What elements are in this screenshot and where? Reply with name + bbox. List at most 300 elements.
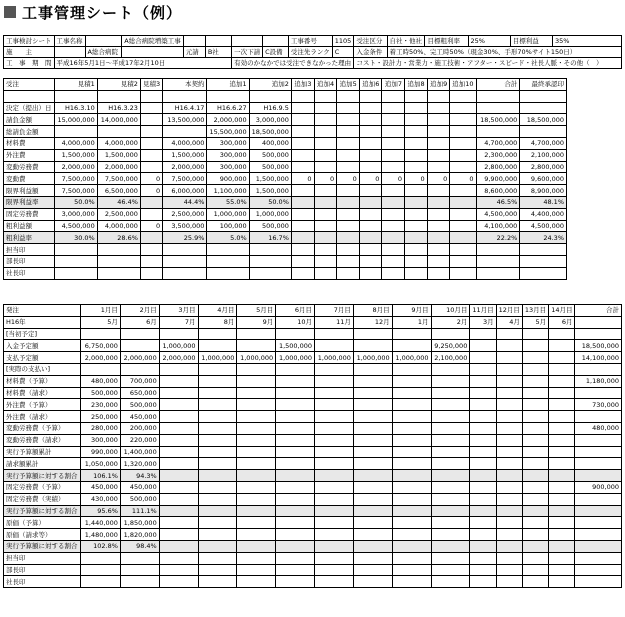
- header-cell: 工事名称: [54, 36, 85, 47]
- table-cell: [237, 505, 276, 517]
- square-icon: [4, 6, 16, 18]
- table-header-row: [4, 79, 567, 91]
- table-cell: [549, 399, 575, 411]
- table-cell: [382, 255, 405, 267]
- table-cell: 2,000,000: [207, 114, 249, 126]
- row-label: 変動労務費（請求）: [4, 434, 81, 446]
- row-label: 外注費（請求）: [4, 411, 81, 423]
- column-header: 追加2: [249, 79, 291, 91]
- table-cell: [120, 576, 159, 588]
- table-cell: [431, 458, 470, 470]
- table-cell: [575, 576, 622, 588]
- table-cell: 1,000,000: [276, 352, 315, 364]
- table-cell: 430,000: [80, 493, 120, 505]
- table-cell: [315, 564, 354, 576]
- table-cell: [522, 363, 548, 375]
- table-cell: [470, 529, 496, 541]
- table-cell: [496, 564, 522, 576]
- table-cell: [159, 328, 198, 340]
- table-cell: [159, 481, 198, 493]
- table-cell: [314, 244, 337, 256]
- table-cell: [163, 255, 207, 267]
- table-cell: [496, 458, 522, 470]
- table-cell: [54, 255, 97, 267]
- table-cell: [392, 564, 431, 576]
- table-cell: [520, 244, 567, 256]
- table-cell: [359, 161, 382, 173]
- column-header: 追加6: [359, 79, 382, 91]
- table-cell: 300,000: [207, 149, 249, 161]
- table-cell: 0: [140, 220, 162, 232]
- column-header: 1月目: [80, 305, 120, 317]
- table-cell: [575, 411, 622, 423]
- table-cell: [353, 540, 392, 552]
- table-cell: [549, 458, 575, 470]
- table-cell: [359, 90, 382, 102]
- table-cell: [353, 363, 392, 375]
- table-cell: [427, 255, 450, 267]
- table-cell: [314, 126, 337, 138]
- table-cell: 730,000: [575, 399, 622, 411]
- table-cell: 0: [405, 173, 428, 185]
- table-cell: [353, 576, 392, 588]
- table-cell: [315, 399, 354, 411]
- table-cell: [207, 255, 249, 267]
- table-cell: [80, 576, 120, 588]
- table-cell: 450,000: [120, 411, 159, 423]
- column-header: 2月: [431, 316, 470, 328]
- table-cell: [496, 493, 522, 505]
- table-cell: 4,500,000: [476, 208, 520, 220]
- table-cell: 95.6%: [80, 505, 120, 517]
- table-cell: [315, 434, 354, 446]
- header-cell: [205, 36, 231, 47]
- header-cell: C: [332, 47, 354, 58]
- table-cell: [291, 102, 314, 114]
- table-cell: [276, 505, 315, 517]
- table-cell: [353, 529, 392, 541]
- table-cell: [470, 564, 496, 576]
- row-label: 変動労務費（予算）: [4, 422, 81, 434]
- table-cell: 2,800,000: [476, 161, 520, 173]
- table-cell: [382, 185, 405, 197]
- column-header: 6月目: [276, 305, 315, 317]
- table-cell: [476, 126, 520, 138]
- column-header: 14月目: [549, 305, 575, 317]
- table-cell: [276, 422, 315, 434]
- table-cell: 0: [450, 173, 476, 185]
- table-cell: [140, 244, 162, 256]
- header-cell: 工事検討シート: [4, 36, 55, 47]
- table-cell: [431, 411, 470, 423]
- table-header-row: [4, 305, 622, 317]
- table-cell: [97, 90, 140, 102]
- table-cell: H16.9.5: [249, 102, 291, 114]
- table-row: [4, 220, 567, 232]
- table-cell: [276, 411, 315, 423]
- table-cell: [522, 340, 548, 352]
- table-cell: [575, 363, 622, 375]
- table-cell: [315, 493, 354, 505]
- table-cell: 2,300,000: [476, 149, 520, 161]
- row-label: 粗利益額: [4, 220, 55, 232]
- table-cell: 500,000: [249, 161, 291, 173]
- table-cell: [159, 387, 198, 399]
- table-cell: [405, 161, 428, 173]
- table-cell: 3,000,000: [249, 114, 291, 126]
- table-cell: [405, 244, 428, 256]
- table-cell: [522, 564, 548, 576]
- row-label: 総請負金額: [4, 126, 55, 138]
- table-cell: [431, 529, 470, 541]
- table-cell: [359, 208, 382, 220]
- table-cell: 8,600,000: [476, 185, 520, 197]
- table-cell: 900,000: [207, 173, 249, 185]
- table-cell: [314, 90, 337, 102]
- table-cell: [198, 446, 237, 458]
- table-cell: 1,100,000: [207, 185, 249, 197]
- table-cell: [276, 387, 315, 399]
- table-cell: [575, 517, 622, 529]
- column-header: 10月: [276, 316, 315, 328]
- table-cell: 1,000,000: [237, 352, 276, 364]
- table-cell: [315, 576, 354, 588]
- table-cell: [575, 458, 622, 470]
- table-cell: [382, 220, 405, 232]
- table-row: [4, 422, 622, 434]
- table-cell: 300,000: [207, 137, 249, 149]
- table-cell: [237, 375, 276, 387]
- table-cell: 3,000,000: [54, 208, 97, 220]
- table-cell: [359, 137, 382, 149]
- table-cell: [276, 517, 315, 529]
- table-cell: [427, 102, 450, 114]
- table-cell: [159, 458, 198, 470]
- table-cell: [337, 208, 360, 220]
- column-header: 受注: [4, 79, 55, 91]
- table-cell: [159, 505, 198, 517]
- table-cell: [522, 387, 548, 399]
- table-cell: [237, 328, 276, 340]
- table-cell: [549, 411, 575, 423]
- table-row: [4, 267, 567, 279]
- table-cell: [549, 470, 575, 482]
- table-cell: [575, 328, 622, 340]
- table-cell: [54, 126, 97, 138]
- column-header: 11月: [315, 316, 354, 328]
- table-cell: 2,000,000: [97, 161, 140, 173]
- table-cell: [496, 340, 522, 352]
- header-row: [4, 47, 622, 58]
- table-row: [4, 458, 622, 470]
- table-cell: 1,000,000: [198, 352, 237, 364]
- table-cell: [198, 470, 237, 482]
- table-cell: [291, 267, 314, 279]
- table-cell: [314, 161, 337, 173]
- table-cell: 2,500,000: [97, 208, 140, 220]
- table-cell: [522, 375, 548, 387]
- table-cell: [314, 232, 337, 244]
- header-cell: 1105: [332, 36, 354, 47]
- header-cell: [263, 36, 289, 47]
- table-cell: 2,000,000: [120, 352, 159, 364]
- table-cell: [427, 220, 450, 232]
- table-cell: [549, 564, 575, 576]
- table-cell: 1,480,000: [80, 529, 120, 541]
- header-cell: 受注区分: [354, 36, 387, 47]
- table-cell: 200,000: [120, 422, 159, 434]
- table-cell: 400,000: [249, 137, 291, 149]
- row-label: 材料費（請求）: [4, 387, 81, 399]
- table-cell: 4,700,000: [520, 137, 567, 149]
- table-cell: 4,500,000: [520, 220, 567, 232]
- table-cell: [359, 126, 382, 138]
- row-label: 請負金額: [4, 114, 55, 126]
- table-cell: 13,500,000: [163, 114, 207, 126]
- table-cell: [470, 517, 496, 529]
- table-cell: [291, 255, 314, 267]
- table-cell: 15,000,000: [54, 114, 97, 126]
- table-cell: [315, 422, 354, 434]
- table-cell: [496, 576, 522, 588]
- table-cell: 55.0%: [207, 196, 249, 208]
- table-cell: [496, 375, 522, 387]
- table-cell: [359, 232, 382, 244]
- table-cell: [314, 267, 337, 279]
- table-row: [4, 540, 622, 552]
- table-cell: [120, 363, 159, 375]
- table-cell: [276, 399, 315, 411]
- table-cell: [450, 244, 476, 256]
- table-cell: 15,500,000: [207, 126, 249, 138]
- table-cell: [476, 255, 520, 267]
- table-cell: [476, 90, 520, 102]
- table-cell: [159, 375, 198, 387]
- table-cell: [575, 540, 622, 552]
- table-cell: [80, 363, 120, 375]
- header-cell: 入金条件: [354, 47, 387, 58]
- row-label: 原価（請求等）: [4, 529, 81, 541]
- header-cell: 工事番号: [288, 36, 332, 47]
- table-cell: [549, 328, 575, 340]
- table-cell: [392, 446, 431, 458]
- table-cell: [392, 540, 431, 552]
- column-header: 追加10: [450, 79, 476, 91]
- column-header: 10月目: [431, 305, 470, 317]
- header-cell: 有効のかなかでは受注できなかった理由: [232, 58, 354, 69]
- table-cell: 500,000: [249, 149, 291, 161]
- table-cell: 30.0%: [54, 232, 97, 244]
- table-cell: [249, 244, 291, 256]
- table-cell: 1,500,000: [163, 149, 207, 161]
- column-header: 追加4: [314, 79, 337, 91]
- table-cell: 25.9%: [163, 232, 207, 244]
- table-cell: 500,000: [249, 220, 291, 232]
- table-cell: [337, 137, 360, 149]
- table-cell: [276, 470, 315, 482]
- table-cell: [470, 470, 496, 482]
- table-cell: [315, 481, 354, 493]
- table-cell: [496, 529, 522, 541]
- table-cell: [337, 255, 360, 267]
- table-cell: 0: [314, 173, 337, 185]
- table-cell: [80, 564, 120, 576]
- table-cell: [353, 517, 392, 529]
- table-cell: [159, 434, 198, 446]
- table-cell: [431, 517, 470, 529]
- table-cell: [353, 505, 392, 517]
- column-header: 追加9: [427, 79, 450, 91]
- table-cell: [427, 267, 450, 279]
- table-cell: [470, 458, 496, 470]
- table-cell: [392, 529, 431, 541]
- table-cell: [163, 267, 207, 279]
- table-cell: [392, 505, 431, 517]
- table-row: [4, 149, 567, 161]
- table-cell: [140, 114, 162, 126]
- table-cell: [140, 196, 162, 208]
- row-label: 支払予定額: [4, 352, 81, 364]
- column-header: 8月目: [353, 305, 392, 317]
- column-header: H16年: [4, 316, 81, 328]
- table-cell: 44.4%: [163, 196, 207, 208]
- table-cell: [496, 387, 522, 399]
- table-cell: [382, 149, 405, 161]
- table-cell: [549, 481, 575, 493]
- table-cell: [392, 411, 431, 423]
- table-cell: [198, 340, 237, 352]
- table-cell: 16.7%: [249, 232, 291, 244]
- table-cell: [405, 267, 428, 279]
- table-cell: [120, 340, 159, 352]
- table-cell: [163, 90, 207, 102]
- table-cell: [97, 255, 140, 267]
- column-header: 11月目: [470, 305, 496, 317]
- table-cell: [549, 422, 575, 434]
- table-cell: [522, 470, 548, 482]
- table-cell: [314, 208, 337, 220]
- header-row: [4, 58, 622, 69]
- table-cell: [549, 552, 575, 564]
- table-cell: [291, 90, 314, 102]
- table-cell: [392, 470, 431, 482]
- table-cell: [237, 564, 276, 576]
- table-cell: [140, 102, 162, 114]
- table-cell: 50.0%: [249, 196, 291, 208]
- table-cell: [337, 161, 360, 173]
- table-cell: [392, 328, 431, 340]
- column-header: 6月: [549, 316, 575, 328]
- table-cell: [392, 363, 431, 375]
- table-cell: [140, 255, 162, 267]
- table-cell: [496, 517, 522, 529]
- table-cell: [315, 552, 354, 564]
- table-cell: [159, 470, 198, 482]
- table-cell: [140, 267, 162, 279]
- table-cell: [405, 196, 428, 208]
- table-cell: [392, 399, 431, 411]
- table-cell: 2,100,000: [431, 352, 470, 364]
- column-header: 5月目: [237, 305, 276, 317]
- table-cell: [405, 102, 428, 114]
- table-cell: [198, 458, 237, 470]
- table-cell: [522, 505, 548, 517]
- table-cell: [140, 149, 162, 161]
- table-cell: [575, 552, 622, 564]
- table-cell: [496, 505, 522, 517]
- table-cell: [549, 517, 575, 529]
- table-cell: 111.1%: [120, 505, 159, 517]
- table-cell: [496, 422, 522, 434]
- table-cell: [522, 493, 548, 505]
- table-cell: 4,000,000: [54, 137, 97, 149]
- table-cell: [431, 505, 470, 517]
- table-cell: [431, 363, 470, 375]
- table-cell: [163, 126, 207, 138]
- table-cell: [522, 328, 548, 340]
- table-cell: [353, 411, 392, 423]
- header-cell: 元請: [183, 47, 205, 58]
- table-cell: 0: [359, 173, 382, 185]
- table-cell: H16.4.17: [163, 102, 207, 114]
- table-cell: 106.1%: [80, 470, 120, 482]
- table-cell: [405, 149, 428, 161]
- table-cell: [198, 576, 237, 588]
- table-cell: [359, 255, 382, 267]
- table-row: [4, 126, 567, 138]
- table-cell: 4,700,000: [476, 137, 520, 149]
- table-cell: [276, 540, 315, 552]
- table-cell: [198, 422, 237, 434]
- header-cell: 受注先ランク: [288, 47, 332, 58]
- table-cell: [522, 529, 548, 541]
- table-cell: [80, 328, 120, 340]
- header-cell: C設備: [263, 47, 289, 58]
- table-cell: [315, 458, 354, 470]
- table-cell: 7,500,000: [97, 173, 140, 185]
- table-cell: [291, 114, 314, 126]
- table-cell: 2,000,000: [80, 352, 120, 364]
- table-row: [4, 446, 622, 458]
- table-cell: [359, 114, 382, 126]
- table-cell: [337, 185, 360, 197]
- table-cell: [427, 185, 450, 197]
- table-cell: [496, 540, 522, 552]
- table-row: [4, 493, 622, 505]
- table-cell: [159, 540, 198, 552]
- row-label: 部長印: [4, 255, 55, 267]
- table-cell: [522, 434, 548, 446]
- table-cell: [431, 576, 470, 588]
- table-cell: [522, 576, 548, 588]
- table-cell: [337, 196, 360, 208]
- table-cell: [575, 505, 622, 517]
- table-cell: [353, 470, 392, 482]
- table-cell: [427, 90, 450, 102]
- row-label: 限界利益率: [4, 196, 55, 208]
- column-header: 3月目: [159, 305, 198, 317]
- table-cell: [405, 137, 428, 149]
- header-cell: 自社・他社: [387, 36, 425, 47]
- row-label: [4, 90, 55, 102]
- header-cell: 目標粗利率: [425, 36, 468, 47]
- row-label: 部長印: [4, 564, 81, 576]
- table-row: [4, 328, 622, 340]
- table-cell: [549, 540, 575, 552]
- table-row: [4, 505, 622, 517]
- table-cell: [276, 446, 315, 458]
- table-cell: [140, 208, 162, 220]
